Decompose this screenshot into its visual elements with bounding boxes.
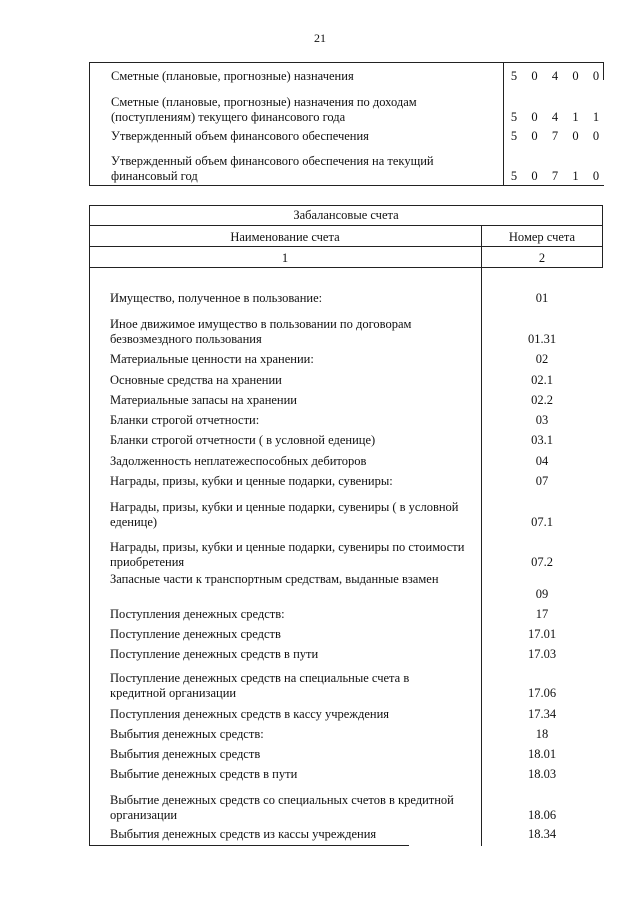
account-code: 5 0 4 0 0: [510, 69, 600, 83]
account-number: 18.03: [527, 767, 557, 781]
account-name: Утвержденный объем финансового обеспечения: [111, 129, 369, 143]
account-name: Имущество, полученное в пользование:: [110, 291, 323, 305]
column-divider: [503, 63, 504, 185]
account-name: Поступления денежных средств в кассу учреждения: [110, 707, 390, 721]
account-number: 18.34: [527, 827, 557, 841]
account-number: 07.2: [531, 555, 553, 569]
account-number: 17.06: [527, 686, 557, 700]
account-number: 02: [535, 352, 549, 366]
account-name: Выбытия денежных средств:: [110, 727, 264, 741]
table-border: [89, 205, 603, 206]
account-number: 02.1: [531, 373, 553, 387]
account-name: Материальные запасы на хранении: [110, 393, 297, 407]
account-name: Иное движимое имущество в пользовании по договорам безвозмездного пользования: [110, 317, 412, 346]
account-name: Сметные (плановые, прогнозные) назначения: [111, 69, 354, 83]
table-border: [89, 205, 90, 846]
account-code-table: [89, 62, 604, 186]
account-name: Награды, призы, кубки и ценные подарки, сувениры ( в условной еденице): [110, 500, 459, 529]
account-name: Поступление денежных средств в пути: [110, 647, 319, 661]
account-name: Выбытие денежных средств со специальных счетов в кредитной организации: [110, 793, 454, 822]
account-number: 17.34: [527, 707, 557, 721]
table-border: [89, 246, 603, 247]
account-number: 01: [535, 291, 549, 305]
account-number: 04: [535, 454, 549, 468]
account-name: Запасные части к транспортным средствам, выданные взамен: [110, 572, 439, 586]
account-number: 18.01: [527, 747, 557, 761]
column-divider: [603, 63, 604, 80]
account-name: Награды, призы, кубки и ценные подарки, сувениры по стоимости приобретения: [110, 540, 465, 569]
account-name: Материальные ценности на хранении:: [110, 352, 314, 366]
table-title: Забалансовые счета: [293, 208, 399, 222]
account-name: Сметные (плановые, прогнозные) назначения по доходам (поступлениям) текущего финансового года: [111, 95, 417, 124]
column-index-1: 1: [281, 251, 289, 265]
account-number: 09: [535, 587, 549, 601]
table-border: [89, 267, 603, 268]
account-number: 17.01: [527, 627, 557, 641]
account-name: Основные средства на хранении: [110, 373, 282, 387]
account-name: Выбытия денежных средств из кассы учреждения: [110, 827, 377, 841]
account-number: 07: [535, 474, 549, 488]
account-name: Бланки строгой отчетности ( в условной еденице): [110, 433, 376, 447]
account-number: 01.31: [527, 332, 557, 346]
account-number: 17.03: [527, 647, 557, 661]
account-name: Поступления денежных средств:: [110, 607, 285, 621]
account-name: Поступление денежных средств: [110, 627, 281, 641]
off-balance-table: [89, 205, 603, 846]
account-number: 03: [535, 413, 549, 427]
account-name: Поступление денежных средств на специальные счета в кредитной организации: [110, 671, 410, 700]
table-border: [89, 845, 409, 846]
column-index-2: 2: [538, 251, 546, 265]
account-number: 18.06: [527, 808, 557, 822]
column-divider: [481, 225, 482, 846]
account-number: 03.1: [531, 433, 553, 447]
account-name: Выбытия денежных средств: [110, 747, 261, 761]
account-name: Утвержденный объем финансового обеспечения на текущий финансовый год: [111, 154, 434, 183]
account-code: 5 0 7 0 0: [510, 129, 600, 143]
account-name: Награды, призы, кубки и ценные подарки, сувениры:: [110, 474, 393, 488]
account-name: Выбытие денежных средств в пути: [110, 767, 298, 781]
account-name: Задолженность неплатежеспособных дебиторов: [110, 454, 367, 468]
page-number: 21: [314, 31, 326, 45]
account-number: 02.2: [531, 393, 553, 407]
account-number: 18: [535, 727, 549, 741]
account-number: 07.1: [531, 515, 553, 529]
account-number: 17: [535, 607, 549, 621]
column-header-name: Наименование счета: [230, 230, 340, 244]
table-border: [89, 225, 603, 226]
column-header-code: Номер счета: [508, 230, 576, 244]
account-code: 5 0 4 1 1: [510, 110, 600, 124]
account-code: 5 0 7 1 0: [510, 169, 600, 183]
account-name: Бланки строгой отчетности:: [110, 413, 260, 427]
